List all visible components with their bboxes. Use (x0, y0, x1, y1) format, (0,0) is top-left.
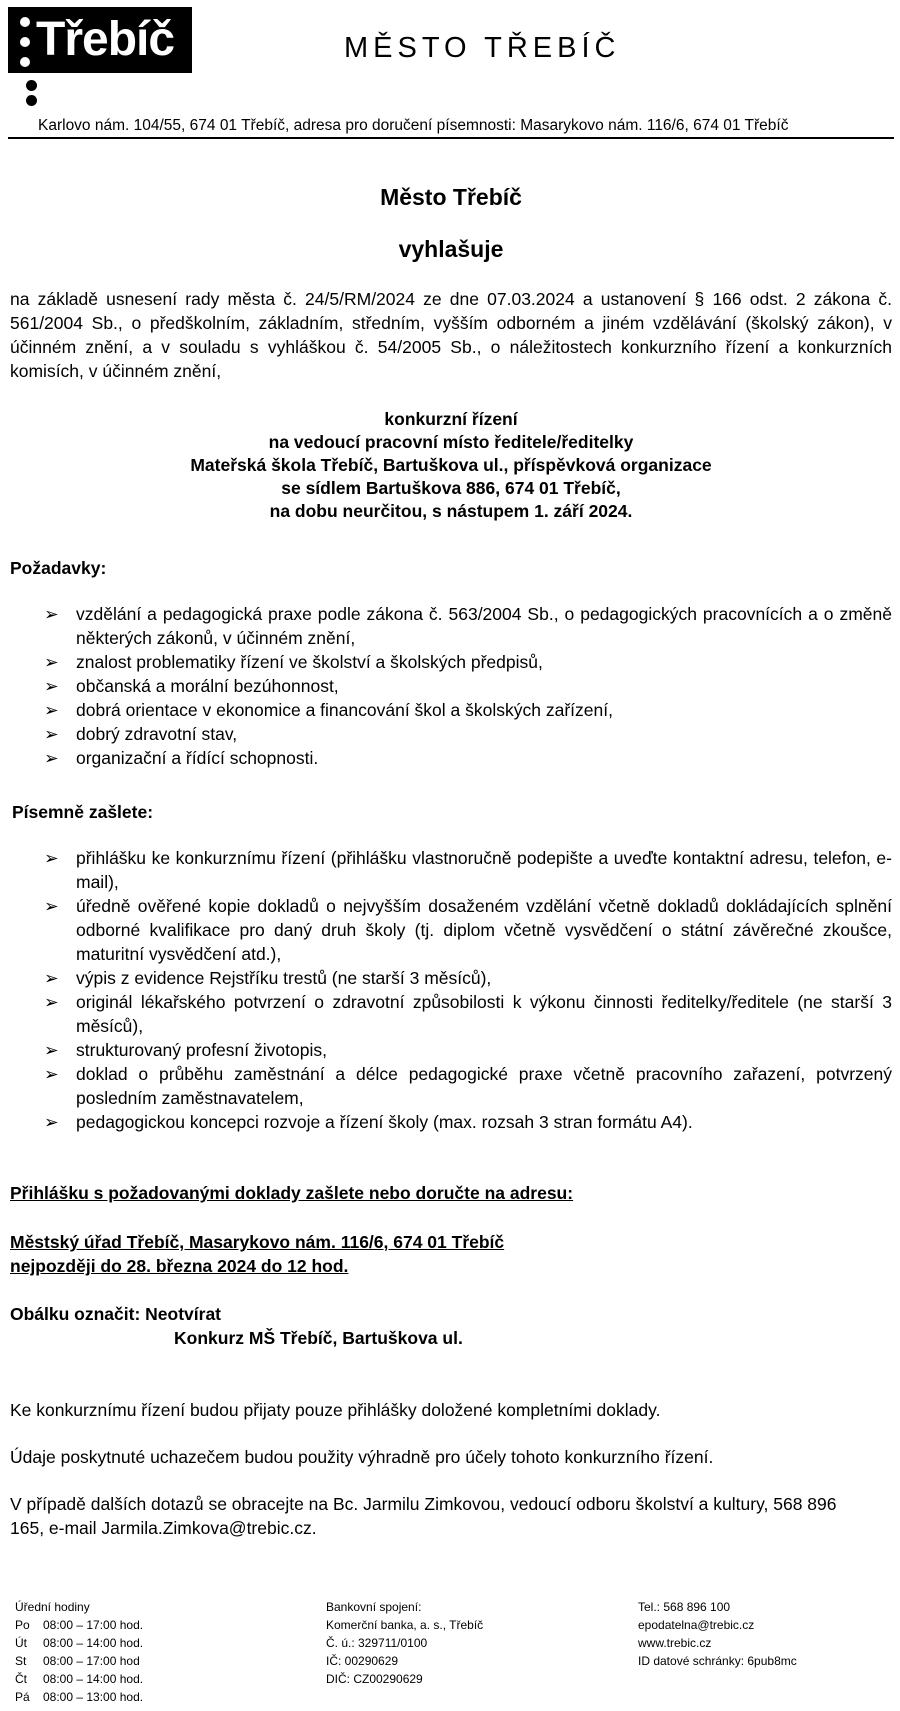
address-line: Karlovo nám. 104/55, 674 01 Třebíč, adresa pro doručení písemnosti: Masarykovo nám. 116/6, 674 01 Třebíč (38, 117, 789, 134)
hours-row: Út 08:00 – 14:00 hod. (15, 1636, 144, 1650)
arrow-bullet-icon: ➢ (44, 724, 59, 744)
logo-dot-icon (20, 57, 30, 67)
logo-dot-icon (20, 17, 30, 27)
list-item: ➢ dobrá orientace v ekonomice a financování škol a školských zařízení, (44, 700, 613, 720)
list-item: ➢ znalost problematiky řízení ve školství a školských předpisů, (44, 652, 543, 672)
hours-row: Pá 08:00 – 13:00 hod. (15, 1690, 144, 1704)
arrow-bullet-icon: ➢ (44, 1040, 59, 1060)
list-item: ➢ občanská a morální bezúhonnost, (44, 676, 339, 696)
list-item: ➢ originál lékařského potvrzení o zdravotní způsobilosti k výkonu činnosti ředitelky/ředitele (ne starší 3 měsíců), (44, 992, 892, 1036)
list-item: ➢ strukturovaný profesní životopis, (44, 1040, 327, 1060)
documents-heading: Písemně zašlete: (12, 802, 154, 822)
bank-line: Č. ú.: 329711/0100 (326, 1636, 428, 1650)
logo-dot-icon (20, 37, 30, 47)
header-divider (8, 137, 894, 139)
arrow-bullet-icon: ➢ (44, 968, 59, 988)
bank-info (326, 1598, 483, 1688)
arrow-bullet-icon: ➢ (44, 652, 59, 672)
envelope-label: Obálku označit: Neotvírat (10, 1304, 222, 1324)
city-logo (8, 7, 192, 73)
logo-text: Třebíč (36, 13, 175, 66)
list-item: ➢ výpis z evidence Rejstříku trestů (ne starší 3 měsíců), (44, 968, 492, 988)
requirements-heading: Požadavky: (10, 558, 107, 578)
arrow-bullet-icon: ➢ (44, 1112, 59, 1132)
announcement-verb: vyhlašuje (398, 236, 504, 262)
competition-line: konkurzní řízení (384, 409, 518, 429)
list-item: ➢ organizační a řídící schopnosti. (44, 748, 319, 768)
list-item: ➢ vzdělání a pedagogická praxe podle zákona č. 563/2004 Sb., o pedagogických pracovnících a o změně některých zákonů, v účinném znění, (44, 604, 892, 648)
hours-row: St 08:00 – 17:00 hod (15, 1654, 140, 1668)
envelope-line2: Konkurz MŠ Třebíč, Bartuškova ul. (174, 1328, 463, 1348)
list-item: ➢ přihlášku ke konkurznímu řízení (přihlášku vlastnoručně podepište a uveďte kontaktní adresu, telefon, e-mail), (44, 848, 892, 892)
arrow-bullet-icon: ➢ (44, 896, 59, 916)
list-item: ➢ úředně ověřené kopie dokladů o nejvyšším dosaženém vzdělání včetně dokladů dokládajících splnění odborné kvalifikace pro daný druh školy (tj. diplom včetně vysvědčení o státní závěrečné zkoušce, maturitní vysvědčení atd.), (44, 896, 892, 964)
arrow-bullet-icon: ➢ (44, 1064, 59, 1084)
contact-website[interactable]: www.trebic.cz (638, 1636, 712, 1650)
list-item: ➢ pedagogickou koncepci rozvoje a řízení školy (max. rozsah 3 stran formátu A4). (44, 1112, 693, 1132)
documents-list (44, 846, 892, 1134)
hours-row: Po 08:00 – 17:00 hod. (15, 1618, 144, 1632)
bank-line: IČ: 00290629 (326, 1654, 399, 1668)
intro-paragraph: na základě usnesení rady města č. 24/5/RM/2024 ze dne 07.03.2024 a ustanovení § 166 odst. 2 zákona č. 561/2004 Sb., o předškolním, základním, středním, vyšším odborném a jiném vzdělávání (školský zákon), v účinném znění, a v souladu s vyhláškou č. 54/2005 Sb., o náležitostech konkurzního řízení a konkurzních komisích, v účinném znění, (10, 289, 892, 381)
submission-address: Městský úřad Třebíč, Masarykovo nám. 116/6, 674 01 Třebíč (10, 1232, 505, 1252)
contact-info (638, 1598, 797, 1670)
office-hours-title: Úřední hodiny (15, 1600, 90, 1614)
contact-databox: ID datové schránky: 6pub8mc (638, 1654, 797, 1668)
competition-line: na dobu neurčitou, s nástupem 1. září 2024. (269, 501, 633, 521)
submission-deadline: nejpozději do 28. března 2024 do 12 hod. (10, 1256, 349, 1276)
competition-line: na vedoucí pracovní místo ředitele/ředitelky (268, 432, 634, 452)
arrow-bullet-icon: ➢ (44, 992, 59, 1012)
arrow-bullet-icon: ➢ (44, 676, 59, 696)
contact-email[interactable]: epodatelna@trebic.cz (638, 1618, 755, 1632)
bank-line: Komerční banka, a. s., Třebíč (326, 1618, 484, 1632)
issuer-title: Město Třebíč (380, 184, 522, 210)
logo-dot-icon (26, 95, 37, 106)
arrow-bullet-icon: ➢ (44, 848, 59, 868)
list-item: ➢ dobrý zdravotní stav, (44, 724, 238, 744)
bank-line: Bankovní spojení: (326, 1600, 422, 1614)
note-completeness: Ke konkurznímu řízení budou přijaty pouze přihlášky doložené kompletními doklady. (10, 1400, 661, 1420)
office-hours (15, 1598, 143, 1706)
contact-phone: Tel.: 568 896 100 (638, 1600, 731, 1614)
city-title: MĚSTO TŘEBÍČ (344, 32, 621, 64)
arrow-bullet-icon: ➢ (44, 604, 59, 624)
bank-line: DIČ: CZ00290629 (326, 1672, 423, 1686)
competition-line: Mateřská škola Třebíč, Bartuškova ul., příspěvková organizace (190, 455, 712, 475)
note-data-usage: Údaje poskytnuté uchazečem budou použity výhradně pro účely tohoto konkurzního řízení. (10, 1447, 714, 1467)
list-item: ➢ doklad o průběhu zaměstnání a délce pedagogické praxe včetně pracovního zařazení, potvrzený posledním zaměstnavatelem, (44, 1064, 892, 1108)
note-contact: V případě dalších dotazů se obracejte na Bc. Jarmilu Zimkovou, vedoucí odboru školství a kultury, 568 896 165, e-mail Jarmila.Zimkova@trebic.cz. (10, 1494, 837, 1538)
arrow-bullet-icon: ➢ (44, 700, 59, 720)
submission-heading: Přihlášku s požadovanými doklady zašlete nebo doručte na adresu: (10, 1183, 574, 1203)
competition-block (8, 408, 894, 523)
hours-row: Čt 08:00 – 14:00 hod. (15, 1672, 144, 1686)
requirements-list (44, 602, 892, 770)
arrow-bullet-icon: ➢ (44, 748, 59, 768)
competition-line: se sídlem Bartuškova 886, 674 01 Třebíč, (281, 478, 621, 498)
logo-dot-icon (26, 80, 37, 91)
